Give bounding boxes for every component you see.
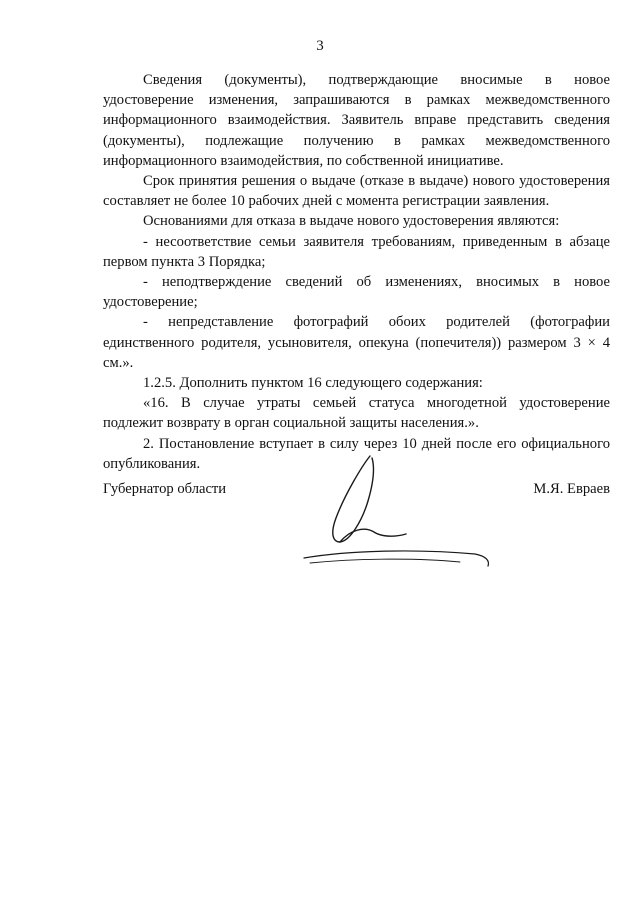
paragraph-amendment-1-2-5: 1.2.5. Дополнить пунктом 16 следующего содержания: [143, 375, 483, 392]
paragraph-point-16: «16. В случае утраты семьей статуса многодетной удостоверение подлежит возврату в орган социальной защиты населения.». [103, 395, 610, 432]
signer-title: Губернатор области [103, 481, 227, 497]
paragraph-refusal-item-1: - несоответствие семьи заявителя требованиям, приведенным в абзаце первом пункта 3 Порядка; [103, 233, 610, 270]
handwritten-signature [300, 446, 500, 581]
paragraph-refusal-item-3: - непредставление фотографий обоих родителей (фотографии единственного родителя, усыновителя, опекуна (попечителя)) размером 3 × 4 см.». [103, 314, 610, 371]
paragraph-decision-term: Срок принятия решения о выдаче (отказе в выдаче) нового удостоверения составляет не более 10 рабочих дней с момента регистрации заявления. [103, 173, 610, 210]
paragraph-entry-into-force: 2. Постановление вступает в силу через 10 дней после его официального опубликования. [103, 435, 610, 472]
page-number: 3 [316, 38, 324, 54]
paragraph-refusal-item-2: - неподтверждение сведений об изменениях, вносимых в новое удостоверение; [103, 274, 610, 311]
signer-name: М.Я. Евраев [533, 481, 610, 497]
paragraph-documents-request: Сведения (документы), подтверждающие вносимые в новое удостоверение изменения, запрашиваются в рамках межведомственного информационного взаимодействия. Заявитель вправе представить сведения (документы), подлежащие получению в рамках межведомственного информационного взаимодействия, по собственной инициативе. [103, 72, 610, 169]
paragraph-refusal-grounds: Основаниями для отказа в выдаче нового удостоверения являются: [143, 213, 560, 230]
document-body [103, 70, 610, 474]
